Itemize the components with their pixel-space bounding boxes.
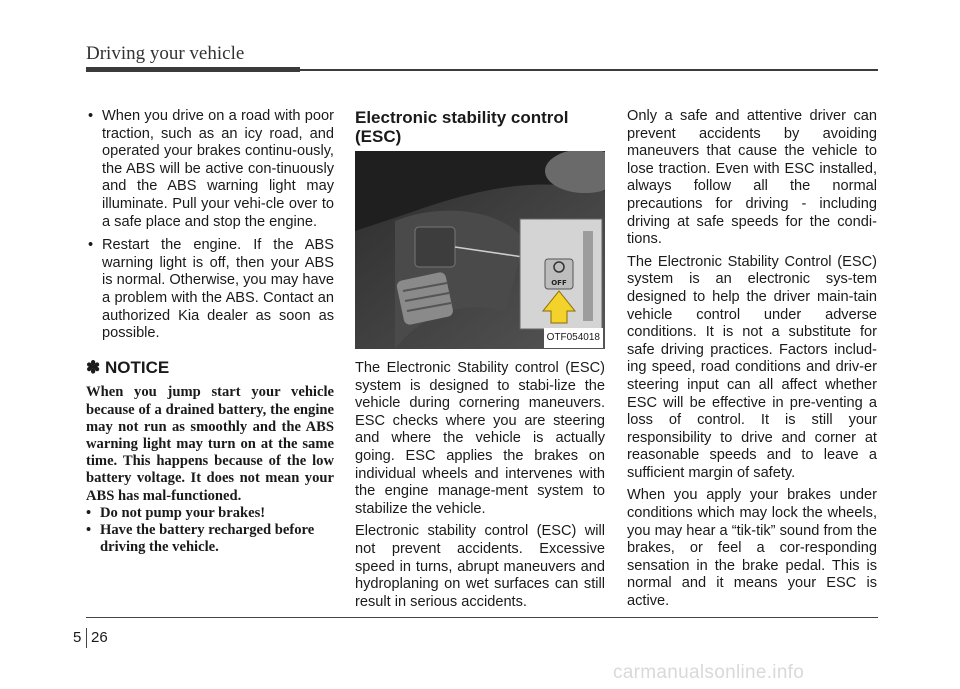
- notice-list-item: [86, 522, 334, 556]
- page-header-title: Driving your vehicle: [86, 43, 245, 64]
- middle-column: [355, 108, 605, 616]
- header-rule-thin: [300, 69, 878, 71]
- bullet-item: [86, 237, 334, 343]
- notice-title: NOTICE: [104, 357, 170, 377]
- right-column: [627, 108, 877, 616]
- watermark: carmanualsonline.info: [613, 662, 805, 683]
- left-column: [86, 108, 334, 556]
- paragraph: The Electronic Stability Control (ESC) system is an electronic sys-tem designed to help the driver main-tain vehicle control under adverse conditions. It is not a substitute for safe driving practices. Factors includ-ing speed, road conditions and driv-er steering input can all affect whether ESC will be effective in pre-venting a loss of control. It is still your responsibility to drive and corner at reasonable speeds and to leave a sufficient margin of safety.: [627, 253, 877, 481]
- paragraph: Only a safe and attentive driver can prevent accidents by avoiding maneuvers that cause the vehicle to lose traction. Even with ESC installed, always follow all the normal precautions for driving - including driving at safe speeds for the condi-tions.: [627, 108, 877, 248]
- dashboard-illustration: [355, 151, 605, 349]
- notice-symbol: ✽: [86, 357, 101, 377]
- notice-item-text: Do not pump your brakes!: [100, 504, 266, 521]
- header-rule-thick: [86, 67, 300, 72]
- bullet-dot: •: [88, 237, 94, 254]
- paragraph: Electronic stability control (ESC) will not prevent accidents. Excessive speed in turns, abrupt maneuvers and hydroplaning on wet surfaces can still result in serious accidents.: [355, 523, 605, 610]
- page-number: 26: [91, 629, 108, 646]
- bullet-dot: •: [86, 521, 92, 538]
- page-number-divider: [86, 628, 87, 648]
- notice-list-item: [86, 505, 334, 522]
- esc-off-label: OFF: [551, 279, 567, 287]
- bullet-text: Restart the engine. If the ABS warning light is off, then your ABS is normal. Otherwise, you may have a problem with the ABS. Contact an authorized Kia dealer as soon as possible.: [102, 237, 334, 342]
- notice-text: When you jump start your vehicle because of a drained battery, the engine may not run as smoothly and the ABS warning light may turn on at the same time. This happens because of the low battery voltage. It does not mean your ABS has mal-functioned.: [86, 384, 334, 504]
- section-number: 5: [73, 629, 82, 646]
- footer-rule: [86, 617, 878, 618]
- notice-body: [86, 384, 334, 556]
- bullet-item: [86, 108, 334, 231]
- bullet-dot: •: [88, 108, 94, 124]
- bullet-text: When you drive on a road with poor traction, such as an icy road, and operated your brakes continu-ously, the ABS will be active con-tinuously and the ABS warning light may illuminate. Pull your vehi-cle over to a safe place and stop the engine.: [102, 108, 334, 230]
- section-title: Electronic stability control (ESC): [355, 108, 569, 146]
- figure-caption: OTF054018: [544, 328, 603, 348]
- notice-item-text: Have the battery recharged before driving the vehicle.: [100, 521, 315, 556]
- paragraph: When you apply your brakes under conditions which may lock the wheels, you may hear a “tik-tik” sound from the brakes, or feel a cor-responding sensation in the brake pedal. This is normal and it means your ESC is active.: [627, 487, 877, 610]
- notice-heading: [86, 359, 334, 377]
- paragraph: The Electronic Stability control (ESC) system is designed to stabi-lize the vehicle during cornering maneuvers. ESC checks where you are steering and where the vehicle is actually going. ESC applies the brakes on individual wheels and intervenes with the engine manage-ment system to stabilize the vehicle.: [355, 360, 605, 517]
- esc-switch-figure: [355, 151, 605, 349]
- bullet-dot: •: [86, 504, 92, 521]
